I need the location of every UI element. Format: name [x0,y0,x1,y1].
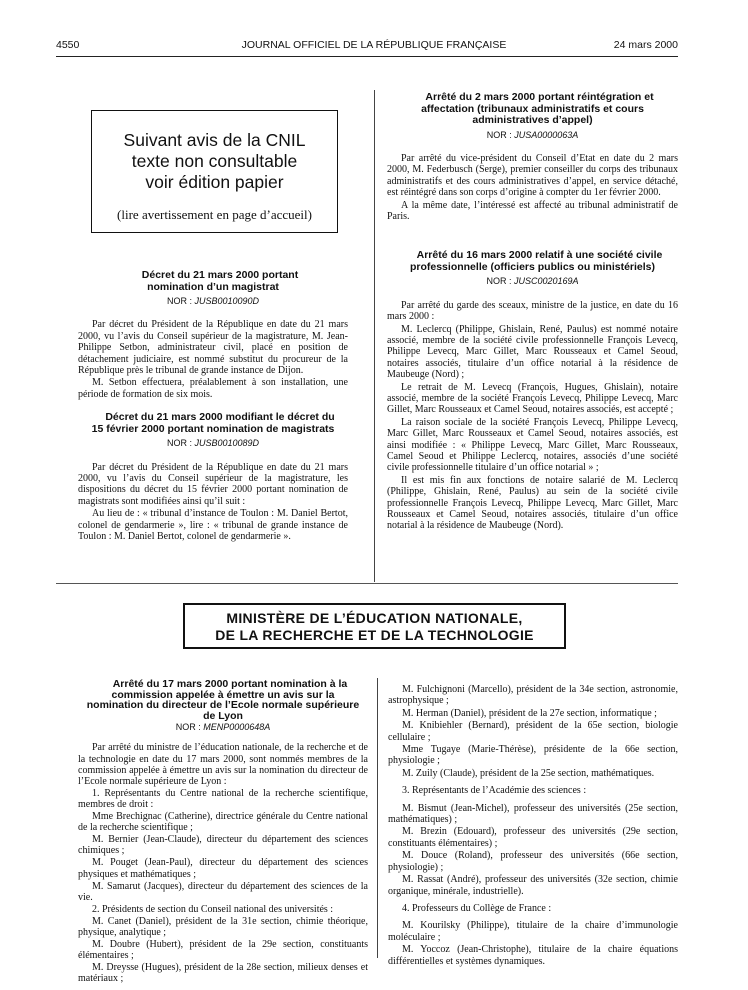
bottom-right-column [388,684,678,967]
paragraph: M. Bismut (Jean-Michel), professeur des universités (25e section, mathématiques) ; [388,802,678,826]
arrete-1-title: Arrêté du 2 mars 2000 portant réintégration et affectation (tribunaux administratifs et cours administratives d’appel) [421,91,654,126]
arrete-2-nor [387,276,678,287]
decret-1-title: Décret du 21 mars 2000 portant nomination d’un magistrat [141,269,299,293]
paragraph: Mme Tugaye (Marie-Thérèse), présidente de la 66e section, physiologie ; [388,744,678,767]
paragraph: M. Pouget (Jean-Paul), directeur du département des sciences physiques et mathématiques ; [78,857,368,880]
paragraph: Par décret du Président de la République en date du 21 mars 2000, vu l’avis du Conseil supérieur de la magistrature, M. Jean-Philippe Setbon, administrateur civil, placé en position de détachement judiciaire, est nommé substitut du procureur de la République près le tribunal de grande instance de Dijon. [78,319,348,377]
section-rule [56,583,678,584]
paragraph: Mme Brechignac (Catherine), directrice générale du Centre national de la recherche scientifique ; [78,811,368,834]
arrete-3-title: Arrêté du 17 mars 2000 portant nomination à la commission appelée à émettre un avis sur la nomination du directeur de l’Ecole normale supérieure de Lyon [86,678,360,722]
cnil-line-4: (lire avertissement en page d’accueil) [117,207,312,222]
paragraph: M. Rassat (André), professeur des universités (32e section, chimie organique, minérale, industrielle). [388,874,678,897]
decret-1 [78,270,348,400]
paragraph: Au lieu de : « tribunal d’instance de Toulon : M. Daniel Bertot, colonel de gendarmerie », lire : « tribunal de grande instance de Toulon : M. Daniel Bertot, colonel de gendarmerie ». [78,508,348,543]
column-divider-bottom [377,678,378,958]
paragraph: M. Douce (Roland), professeur des universités (66e section, physiologie) ; [388,850,678,873]
paragraph: M. Samarut (Jacques), directeur du département des sciences de la vie. [78,880,368,903]
nor-label: NOR : [175,722,201,733]
paragraph: M. Yoccoz (Jean-Christophe), titulaire de la chaire équations différentielles et systèmes dynamiques. [388,944,678,967]
page-number: 4550 [56,39,80,51]
ministry-line-2: DE LA RECHERCHE ET DE LA TECHNOLOGIE [215,627,534,643]
decret-2-nor [78,438,348,449]
paragraph: 4. Professeurs du Collège de France : [402,902,552,914]
paragraph: M. Doubre (Hubert), président de la 29e section, constituants élémentaires ; [78,939,368,962]
nor-code: MENP0000648A [203,722,271,733]
cnil-line-2: texte non consultable [131,151,298,171]
paragraph: A la même date, l’intéressé est affecté au tribunal administratif de Paris. [387,199,678,222]
arrete-2-title: Arrêté du 16 mars 2000 relatif à une société civile professionnelle (officiers publics ou ministériels) [409,249,663,273]
paragraph: M. Kourilsky (Philippe), titulaire de la chaire d’immunologie moléculaire ; [388,920,678,943]
paragraph: M. Brezin (Edouard), professeur des universités (29e section, constituants élémentaires) ; [388,826,678,849]
header-date: 24 mars 2000 [613,39,678,51]
paragraph: Par arrêté du garde des sceaux, ministre de la justice, en date du 16 mars 2000 : [387,299,678,323]
paragraph: M. Bernier (Jean-Claude), directeur du département des sciences chimiques ; [78,834,368,857]
header-rule [56,56,678,57]
cnil-line-1: Suivant avis de la CNIL [123,130,306,150]
decret-1-nor [78,296,348,307]
nor-label: NOR : [166,438,192,449]
paragraph: M. Zuily (Claude), président de la 25e section, mathématiques. [402,767,655,779]
decret-2-title: Décret du 21 mars 2000 modifiant le décret du 15 février 2000 portant nomination de magistrats [91,411,335,435]
paragraph: M. Herman (Daniel), président de la 27e section, informatique ; [402,707,657,719]
paragraph: Le retrait de M. Levecq (François, Hugues, Ghislain), notaire associé, membre de la société François Levecq, Philippe Levecq, Marc Gillet, Marc Rousseaux et Camel Seoud, notaires associés, est accepté ; [387,381,678,416]
arrete-1-nor [387,130,678,141]
right-column-top [387,92,678,532]
paragraph: M. Setbon effectuera, préalablement à son installation, une période de formation de six mois. [78,377,348,400]
nor-code: JUSA0000063A [514,129,579,140]
bottom-left-column [78,679,368,984]
nor-label: NOR : [486,129,512,140]
paragraph: M. Fulchignoni (Marcello), président de la 34e section, astronomie, astrophysique ; [388,684,678,707]
ministry-line-1: MINISTÈRE DE L’ÉDUCATION NATIONALE, [226,610,523,626]
arrete-3-nor [78,722,368,733]
cnil-notice-box [91,110,338,233]
paragraph: M. Knibiehler (Bernard), président de la 65e section, biologie cellulaire ; [388,720,678,743]
paragraph: 2. Présidents de section du Conseil national des universités : [92,903,334,915]
journal-title: JOURNAL OFFICIEL DE LA RÉPUBLIQUE FRANÇAISE [241,39,507,51]
paragraph: 1. Représentants du Centre national de la recherche scientifique, membres de droit : [78,787,368,810]
decret-2 [78,412,348,542]
nor-label: NOR : [486,276,512,287]
paragraph: M. Leclercq (Philippe, Ghislain, René, Paulus) est nommé notaire associé, membre de la société civile professionnelle François Levecq, Philippe Levecq, Marc Gillet, Marc Rousseaux et Camel Seoud, notaires associés, titulaire d’un office notarial à la résidence de Maubeuge (Nord) ; [387,323,678,381]
paragraph: Par décret du Président de la République en date du 21 mars 2000, vu l’avis du Conseil supérieur de la magistrature, les dispositions du décret du 15 février 2000 portant nomination de magistrats sont modifiées ainsi qu’il suit : [78,461,348,507]
paragraph: Par arrêté du vice-président du Conseil d’Etat en date du 2 mars 2000, M. Federbusch (Serge), premier conseiller du corps des tribunaux administratifs et des cours administratives d’appel, en service détaché, est réintégré dans son corps d’origine à compter du 1er février 2000. [387,152,678,199]
paragraph: M. Canet (Daniel), président de la 31e section, chimie théorique, physique, analytique ; [78,915,368,938]
paragraph: M. Dreysse (Hugues), président de la 28e section, milieux denses et matériaux ; [78,962,368,985]
column-divider [374,90,375,582]
arrete-2 [387,250,678,532]
nor-code: JUSB0010089D [194,438,260,449]
paragraph: Par arrêté du ministre de l’éducation nationale, de la recherche et de la technologie en date du 17 mars 2000, sont nommés membres de la commission appelée à émettre un avis sur la nomination du directeur de l’Ecole normale supérieure de Lyon : [78,742,368,787]
paragraph: Il est mis fin aux fonctions de notaire salarié de M. Leclercq (Philippe, Ghislain, René, Paulus) au sein de la société civile professionnelle François Levecq, Philippe Levecq, Marc Gillet, Marc Rousseaux et Camel Seoud, notaires associés, titulaire d’un office notarial à la résidence de Maubeuge (Nord). [387,474,678,532]
paragraph: 3. Représentants de l’Académie des sciences : [402,785,587,797]
nor-code: JUSC0020169A [513,276,579,287]
left-column-top [78,270,348,543]
cnil-line-3: voir édition papier [145,172,284,192]
paragraph: La raison sociale de la société François Levecq, Philippe Levecq, Marc Gillet, Marc Rousseaux et Camel Seoud, notaires associés, est ainsi modifiée : « Philippe Levecq, Marc Gillet, Marc Rousseaux, Camel Seoud et Philippe Leclercq, notaires, associés d’une société civile professionnelle titulaire d’un office notarial » ; [387,416,678,474]
arrete-1 [387,92,678,222]
nor-code: JUSB0010090D [194,296,260,306]
nor-label: NOR : [166,296,192,306]
ministry-heading [183,603,566,649]
